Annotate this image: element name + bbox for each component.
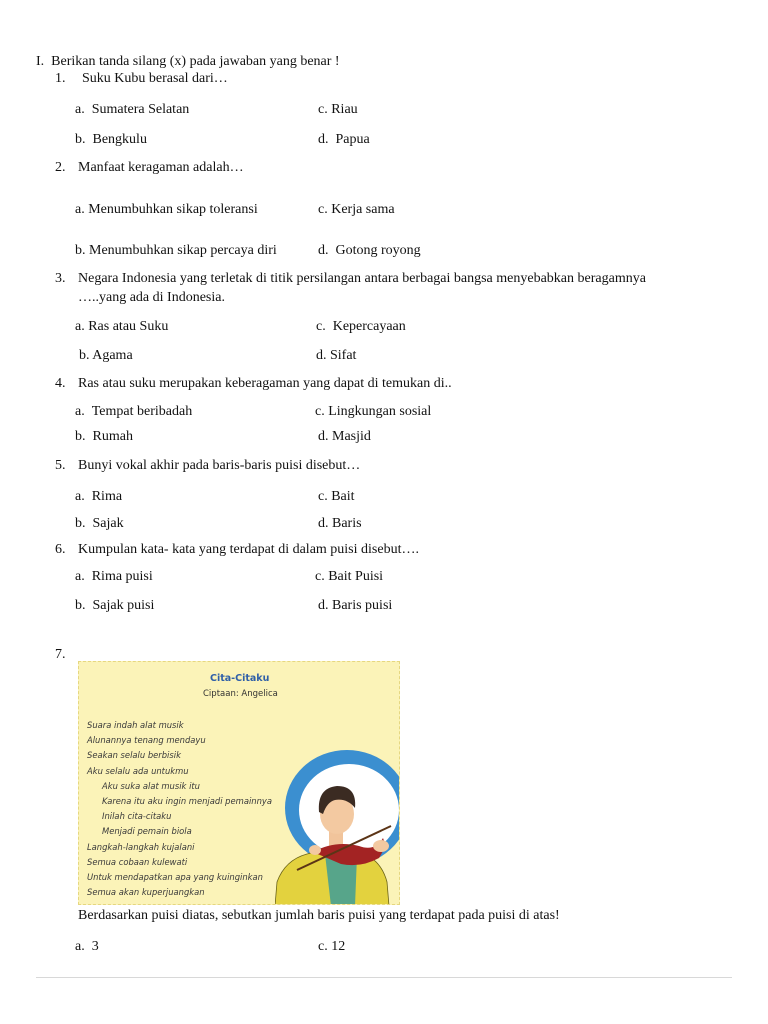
question-7-text: Berdasarkan puisi diatas, sebutkan jumlah baris puisi yang terdapat pada puisi di atas!	[78, 908, 560, 923]
q5-option-b: b. Sajak	[75, 516, 124, 531]
question-6-number: 6.	[55, 542, 66, 557]
poem-line: Aku selalu ada untukmu	[87, 766, 189, 776]
q1-option-a: a. Sumatera Selatan	[75, 102, 190, 117]
q6-option-d: d. Baris puisi	[318, 598, 393, 613]
poem-line: Menjadi pemain biola	[102, 826, 192, 836]
q3-option-b: b. Agama	[79, 348, 133, 363]
q4-option-b: b. Rumah	[75, 429, 133, 444]
poem-line: Seakan selalu berbisik	[87, 750, 181, 760]
q4-option-d: d. Masjid	[318, 429, 371, 444]
q1-option-d: d. Papua	[318, 132, 370, 147]
poem-author: Ciptaan: Angelica	[203, 689, 278, 699]
q7-option-c: c. 12	[318, 939, 346, 954]
question-2-number: 2.	[55, 160, 66, 175]
q3-option-d: d. Sifat	[316, 348, 357, 363]
q4-option-a: a. Tempat beribadah	[75, 404, 193, 419]
question-3-number: 3.	[55, 271, 66, 286]
question-4-number: 4.	[55, 376, 66, 391]
question-2-text: Manfaat keragaman adalah…	[78, 160, 244, 175]
question-7-number: 7.	[55, 647, 66, 662]
poem-line: Karena itu aku ingin menjadi pemainnya	[102, 796, 272, 806]
q6-option-a: a. Rima puisi	[75, 569, 153, 584]
poem-line: Inilah cita-citaku	[102, 811, 172, 821]
q2-option-a: a. Menumbuhkan sikap toleransi	[75, 202, 258, 217]
question-6-text: Kumpulan kata- kata yang terdapat di dalam puisi disebut….	[78, 542, 419, 557]
question-5-number: 5.	[55, 458, 66, 473]
q1-option-c: c. Riau	[318, 102, 358, 117]
question-4-text: Ras atau suku merupakan keberagaman yang dapat di temukan di..	[78, 376, 452, 391]
question-3-text-line2: …..yang ada di Indonesia.	[78, 290, 225, 305]
q3-option-a: a. Ras atau Suku	[75, 319, 169, 334]
q6-option-b: b. Sajak puisi	[75, 598, 155, 613]
q3-option-c: c. Kepercayaan	[316, 319, 406, 334]
q2-option-c: c. Kerja sama	[318, 202, 395, 217]
q2-option-d: d. Gotong royong	[318, 243, 421, 258]
q5-option-d: d. Baris	[318, 516, 362, 531]
poem-title: Cita-Citaku	[210, 673, 270, 684]
poem-line: Semua cobaan kulewati	[87, 857, 188, 867]
poem-line: Aku suka alat musik itu	[102, 781, 200, 791]
q6-option-c: c. Bait Puisi	[315, 569, 384, 584]
poem-illustration-box	[78, 661, 400, 905]
question-5-text: Bunyi vokal akhir pada baris-baris puisi disebut…	[78, 458, 361, 473]
question-3-text: Negara Indonesia yang terletak di titik persilangan antara berbagai bangsa menyebabkan beragamnya	[78, 271, 646, 286]
poem-line: Alunannya tenang mendayu	[87, 735, 206, 745]
poem-line: Semua akan kuperjuangkan	[87, 887, 205, 897]
question-1-number: 1.	[55, 71, 66, 86]
q1-option-b: b. Bengkulu	[75, 132, 147, 147]
violin-player-illustration	[275, 742, 400, 905]
q7-option-a: a. 3	[75, 939, 99, 954]
question-1-text: Suku Kubu berasal dari…	[82, 71, 228, 86]
q2-option-b: b. Menumbuhkan sikap percaya diri	[75, 243, 277, 258]
q4-option-c: c. Lingkungan sosial	[315, 404, 432, 419]
section-heading: I. Berikan tanda silang (x) pada jawaban yang benar !	[36, 54, 340, 69]
poem-line: Untuk mendapatkan apa yang kuinginkan	[87, 872, 263, 882]
q5-option-a: a. Rima	[75, 489, 123, 504]
page-divider	[36, 977, 732, 978]
poem-line: Langkah-langkah kujalani	[87, 842, 195, 852]
poem-line: Suara indah alat musik	[87, 720, 184, 730]
q5-option-c: c. Bait	[318, 489, 355, 504]
